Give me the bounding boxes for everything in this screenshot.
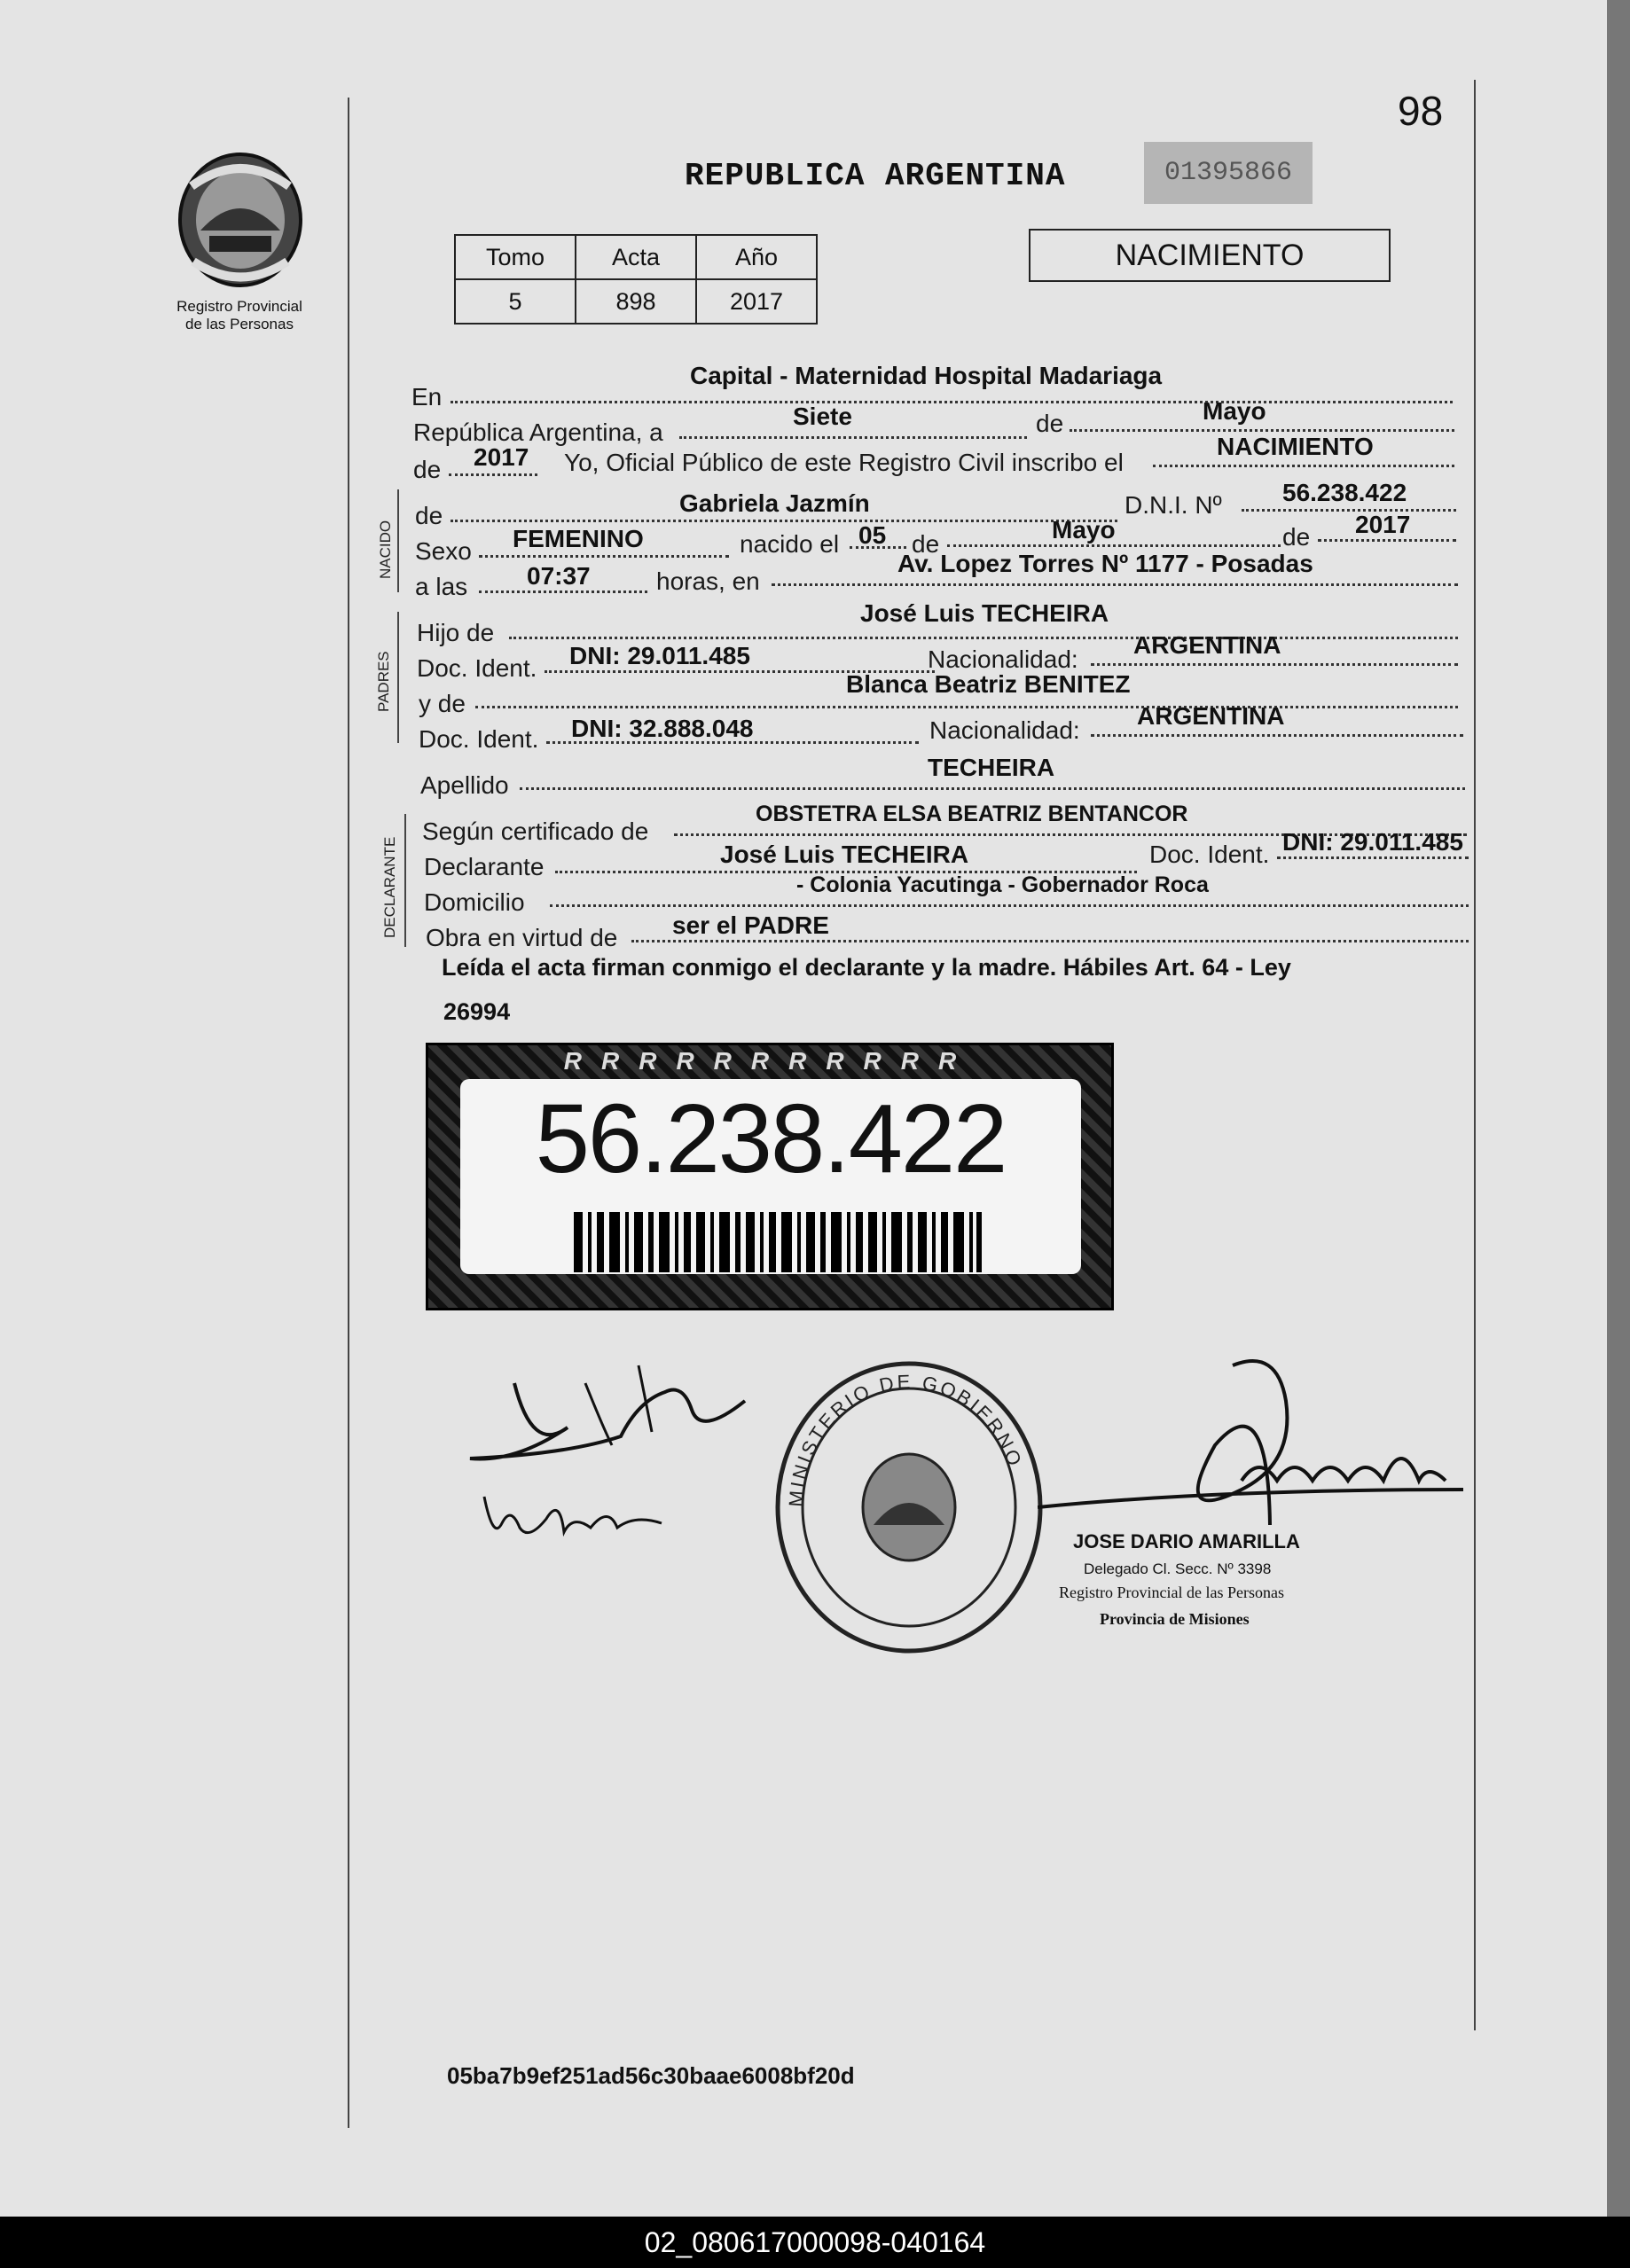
label-dni: D.N.I. Nº [1125, 491, 1222, 519]
label-horas: horas, en [656, 567, 760, 595]
record-table-values [455, 279, 817, 324]
section-line-nacido [397, 489, 399, 592]
page-number: 98 [1398, 88, 1444, 134]
record-type-box: NACIMIENTO [1029, 229, 1391, 282]
label-de-year: de [413, 456, 442, 483]
dotted-line [550, 904, 1469, 907]
side-label-declarante: DECLARANTE [381, 836, 398, 938]
registry-line2: de las Personas [185, 316, 294, 332]
record-table-header [455, 235, 817, 279]
barcode-pattern: RRRRRRRRRRR [563, 1047, 976, 1075]
official-office: Registro Provincial de las Personas [1059, 1584, 1284, 1601]
mother-signature-icon [475, 1479, 670, 1550]
value-day: Siete [793, 403, 852, 430]
dotted-line [679, 436, 1027, 439]
official-name: JOSE DARIO AMARILLA [1073, 1530, 1300, 1552]
value-mother: Blanca Beatriz BENITEZ [846, 670, 1131, 698]
value-surname: TECHEIRA [928, 754, 1055, 781]
value-year: 2017 [474, 443, 529, 471]
dotted-line [1091, 734, 1463, 737]
registry-caption [158, 298, 321, 333]
label-de-birth-year: de [1282, 523, 1311, 551]
dotted-line [475, 706, 1458, 708]
document-hash: 05ba7b9ef251ad56c30baae6008bf20d [447, 2062, 855, 2089]
label-doc-father: Doc. Ident. [417, 654, 537, 682]
dotted-line [1070, 429, 1454, 432]
value-father-doc: DNI: 29.011.485 [569, 642, 750, 669]
table-header-acta: Acta [576, 235, 696, 279]
label-hijo: Hijo de [417, 619, 495, 646]
label-alas: a las [415, 573, 468, 600]
value-mother-doc: DNI: 32.888.048 [571, 715, 754, 742]
value-place: Capital - Maternidad Hospital Madariaga [690, 362, 1163, 389]
value-mother-nat: ARGENTINA [1137, 702, 1285, 730]
dotted-line [451, 401, 1453, 403]
right-margin-line [1474, 80, 1476, 2030]
value-birth-month: Mayo [1052, 516, 1116, 544]
value-birth-place: Av. Lopez Torres Nº 1177 - Posadas [897, 550, 1313, 577]
record-table [454, 234, 818, 325]
page-edge [1607, 0, 1630, 2217]
table-value-acta: 898 [576, 279, 696, 324]
table-header-tomo: Tomo [455, 235, 576, 279]
label-de-month: de [912, 530, 940, 558]
label-oficial: Yo, Oficial Público de este Registro Civil inscribo el [564, 449, 1124, 476]
barcode-inner [460, 1079, 1081, 1274]
label-nac-mother: Nacionalidad: [929, 716, 1080, 744]
value-month: Mayo [1203, 397, 1266, 425]
label-nac-father: Nacionalidad: [928, 645, 1078, 673]
value-birth-day: 05 [858, 521, 887, 549]
table-value-tomo: 5 [455, 279, 576, 324]
barcode-number: 56.238.422 [535, 1084, 1007, 1193]
side-label-nacido: NACIDO [377, 520, 394, 579]
dotted-line [479, 555, 729, 558]
value-declarant: José Luis TECHEIRA [720, 841, 969, 868]
label-republica: República Argentina, a [413, 418, 663, 446]
closing-line-2: 26994 [443, 998, 511, 1025]
dotted-line [1091, 663, 1458, 666]
file-label: 02_080617000098-040164 [0, 2217, 1630, 2268]
dotted-line [509, 637, 1458, 639]
stamp-inner-text: MINISTERIO DE GOBIERNO [784, 1370, 1027, 1508]
closing-line-1: Leída el acta firman conmigo el declarante y la madre. Hábiles Art. 64 - Ley [442, 954, 1291, 981]
label-apellido: Apellido [420, 771, 509, 799]
serial-stamp: 01395866 [1144, 142, 1313, 204]
table-value-ano: 2017 [696, 279, 817, 324]
value-father-nat: ARGENTINA [1133, 631, 1281, 659]
dotted-line [479, 590, 647, 593]
left-margin-line [348, 98, 349, 2128]
barcode-bars-icon [574, 1212, 982, 1272]
label-declarante: Declarante [424, 853, 545, 880]
value-father: José Luis TECHEIRA [860, 599, 1109, 627]
value-domicile: - Colonia Yacutinga - Gobernador Roca [796, 872, 1209, 897]
value-sex: FEMENINO [513, 525, 644, 552]
dotted-line [1277, 856, 1469, 859]
dotted-line [449, 473, 537, 476]
label-yde: y de [419, 690, 466, 717]
label-nacido: nacido el [740, 530, 840, 558]
registry-line1: Registro Provincial [176, 298, 302, 315]
value-name: Gabriela Jazmín [679, 489, 870, 517]
official-province: Provincia de Misiones [1100, 1610, 1250, 1628]
label-en: En [411, 383, 443, 411]
dotted-line [520, 787, 1465, 790]
value-dni: 56.238.422 [1282, 479, 1407, 506]
province-seal-icon [174, 151, 307, 293]
label-sexo: Sexo [415, 537, 472, 565]
dotted-line [1153, 465, 1454, 467]
dotted-line [451, 520, 1117, 522]
declarant-signature-icon [461, 1330, 754, 1472]
section-line-declarante [404, 814, 406, 947]
value-decl-doc: DNI: 29.011.485 [1282, 828, 1463, 856]
table-header-ano: Año [696, 235, 817, 279]
official-signature-icon [1038, 1348, 1463, 1560]
label-doc-mother: Doc. Ident. [419, 725, 539, 753]
label-obra: Obra en virtud de [426, 924, 618, 951]
official-title: Delegado Cl. Secc. Nº 3398 [1084, 1560, 1272, 1577]
value-time: 07:37 [527, 562, 591, 590]
value-cert: OBSTETRA ELSA BEATRIZ BENTANCOR [756, 802, 1188, 826]
label-cert: Según certificado de [422, 817, 649, 845]
dotted-line [631, 940, 1469, 942]
value-birth-year: 2017 [1355, 511, 1411, 538]
dotted-line [1318, 539, 1456, 542]
official-stamp-icon [772, 1357, 1046, 1658]
label-de: de [1036, 410, 1064, 437]
side-label-padres: PADRES [375, 651, 392, 712]
country-title: REPUBLICA ARGENTINA [685, 158, 1066, 194]
dotted-line [1242, 509, 1456, 512]
dotted-line [772, 583, 1458, 586]
section-line-padres [397, 612, 399, 743]
barcode-label [426, 1043, 1114, 1310]
value-obra: ser el PADRE [672, 911, 829, 939]
label-decl-doc: Doc. Ident. [1149, 841, 1270, 868]
label-domicilio: Domicilio [424, 888, 525, 916]
label-de-name: de [415, 502, 443, 529]
dotted-line [947, 544, 1281, 547]
value-type: NACIMIENTO [1217, 433, 1374, 460]
